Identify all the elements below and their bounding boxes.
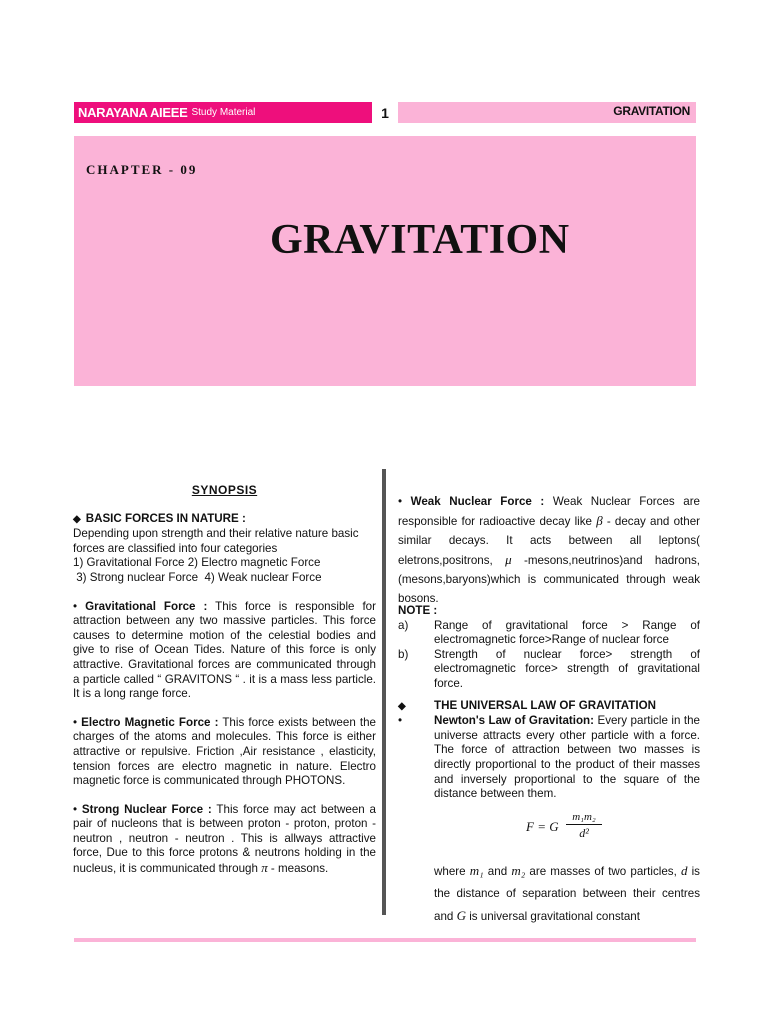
chapter-title: GRAVITATION	[270, 217, 570, 263]
newton-law-text: Every particle in the universe attracts every other particle with a force. The force of attraction between two masses is directly proportional to the product of their masses and inversely proportional to the square of the distance between them.	[434, 714, 700, 801]
bullet-dot: •	[398, 495, 411, 508]
formula-numerator: m₁m₂	[566, 810, 602, 825]
weak-nuclear-force-text: Weak Nuclear Forces are responsible for radioactive decay like	[398, 495, 701, 528]
chapter-banner	[74, 136, 696, 386]
bullet-dot: •	[73, 802, 82, 816]
bullet-dot: •	[73, 715, 82, 729]
left-column	[73, 483, 376, 891]
newton-law-paragraph	[398, 714, 700, 802]
newton-law-title: Newton's Law of Gravitation:	[434, 714, 594, 728]
formula-fraction	[566, 810, 602, 841]
law-heading: ◆ THE UNIVERSAL LAW OF GRAVITATION	[398, 698, 656, 712]
gravitation-formula	[398, 810, 700, 854]
mu-symbol: μ	[505, 552, 512, 567]
diamond-bullet-icon: ◆	[73, 513, 81, 525]
page-number: 1	[372, 102, 398, 123]
note-key: a)	[398, 618, 409, 632]
basic-forces-heading: ◆ BASIC FORCES IN NATURE :	[73, 511, 246, 525]
chapter-label: CHAPTER - 09	[86, 162, 198, 177]
note-text: Range of gravitational force > Range of electromagnetic force>Range of nuclear force	[434, 618, 700, 647]
formula-denominator: d²	[579, 825, 589, 840]
note-item	[398, 619, 700, 648]
strong-nuclear-force-title: Strong Nuclear Force :	[81, 802, 212, 816]
intro-line: 1) Gravitational Force 2) Electro magnetic Force	[73, 556, 321, 570]
strong-nuclear-force-text: This force may act between a pair of nucleons that is between proton - proton, proton - neutron , neutron - neutron . This is allways attractive force, Due to this force protons & neutrons holding in the nucleus, it is communicated through	[73, 802, 377, 876]
gravitational-force-paragraph	[73, 600, 376, 702]
bullet-dot: •	[398, 714, 403, 728]
weak-nuclear-force-text: - decay and other similar decays. It acts between all leptons( eletrons,positrons,	[398, 515, 700, 567]
right-column	[398, 492, 700, 928]
m1-symbol: m₁	[469, 862, 484, 878]
g-symbol: G	[456, 907, 466, 923]
section-title: GRAVITATION	[398, 102, 696, 123]
gravitational-force-title: Gravitational Force :	[85, 599, 208, 613]
electro-magnetic-force-paragraph	[73, 716, 376, 789]
weak-nuclear-force-text: -mesons,neutrinos)and hadrons, (mesons,baryons)which is communicated through weak bosons.	[398, 554, 700, 605]
diamond-bullet-icon: ◆	[398, 700, 406, 712]
synopsis-heading: SYNOPSIS	[191, 483, 258, 497]
weak-nuclear-force-title: Weak Nuclear Force :	[410, 495, 545, 508]
bullet-dot: •	[73, 599, 86, 613]
note-text: Strength of nuclear force> strength of electromagnetic force> strength of gravitational force.	[434, 647, 700, 690]
pi-symbol: π	[261, 860, 268, 876]
column-divider	[382, 469, 386, 915]
brand-name: NARAYANA AIEEE	[78, 105, 188, 120]
note-key: b)	[398, 647, 409, 661]
intro-line: 3) Strong nuclear Force 4) Weak nuclear Force	[73, 570, 322, 584]
formula-lhs: F = G	[526, 818, 559, 834]
formula-explanation: where m₁ and m₂ are masses of two particles, d is the distance of separation between their centres and G is universal gravitational constant	[434, 862, 700, 923]
weak-nuclear-force-paragraph	[398, 492, 700, 608]
strong-nuclear-force-paragraph	[73, 803, 376, 877]
electro-magnetic-force-text: This force exists between the charges of the atoms and molecules. This force is either attractive or repulsive. Friction ,Air resistance , elasticity, tension forces are electro magnetic in nature. Electro magnetic force is communicated through PHOTONS.	[73, 715, 376, 788]
header-brand-bar	[74, 102, 372, 123]
intro-line: Depending upon strength and their relative nature basic	[73, 527, 359, 541]
brand-subtitle: Study Material	[191, 107, 256, 118]
intro-paragraph	[73, 527, 376, 585]
m2-symbol: m₂	[511, 862, 526, 878]
electro-magnetic-force-title: Electro Magnetic Force :	[81, 715, 219, 729]
strong-nuclear-force-tail: - measons.	[267, 862, 329, 876]
intro-line: forces are classified into four categories	[73, 541, 278, 555]
gravitational-force-text: This force is responsible for attraction between any two massive particles. This force causes to determine motion of the celestial bodies and give to rise of Ocean Tides. Nature of this force is only attractive. Gravitational forces are communicated through a particle called “ GRAVITONS “ . it is a mass less particle. It is a long range force.	[73, 599, 376, 701]
note-item	[398, 648, 700, 692]
footer-rule	[74, 938, 696, 942]
beta-symbol: β	[596, 513, 603, 528]
d-symbol: d	[680, 862, 688, 878]
note-label: NOTE :	[398, 604, 438, 617]
